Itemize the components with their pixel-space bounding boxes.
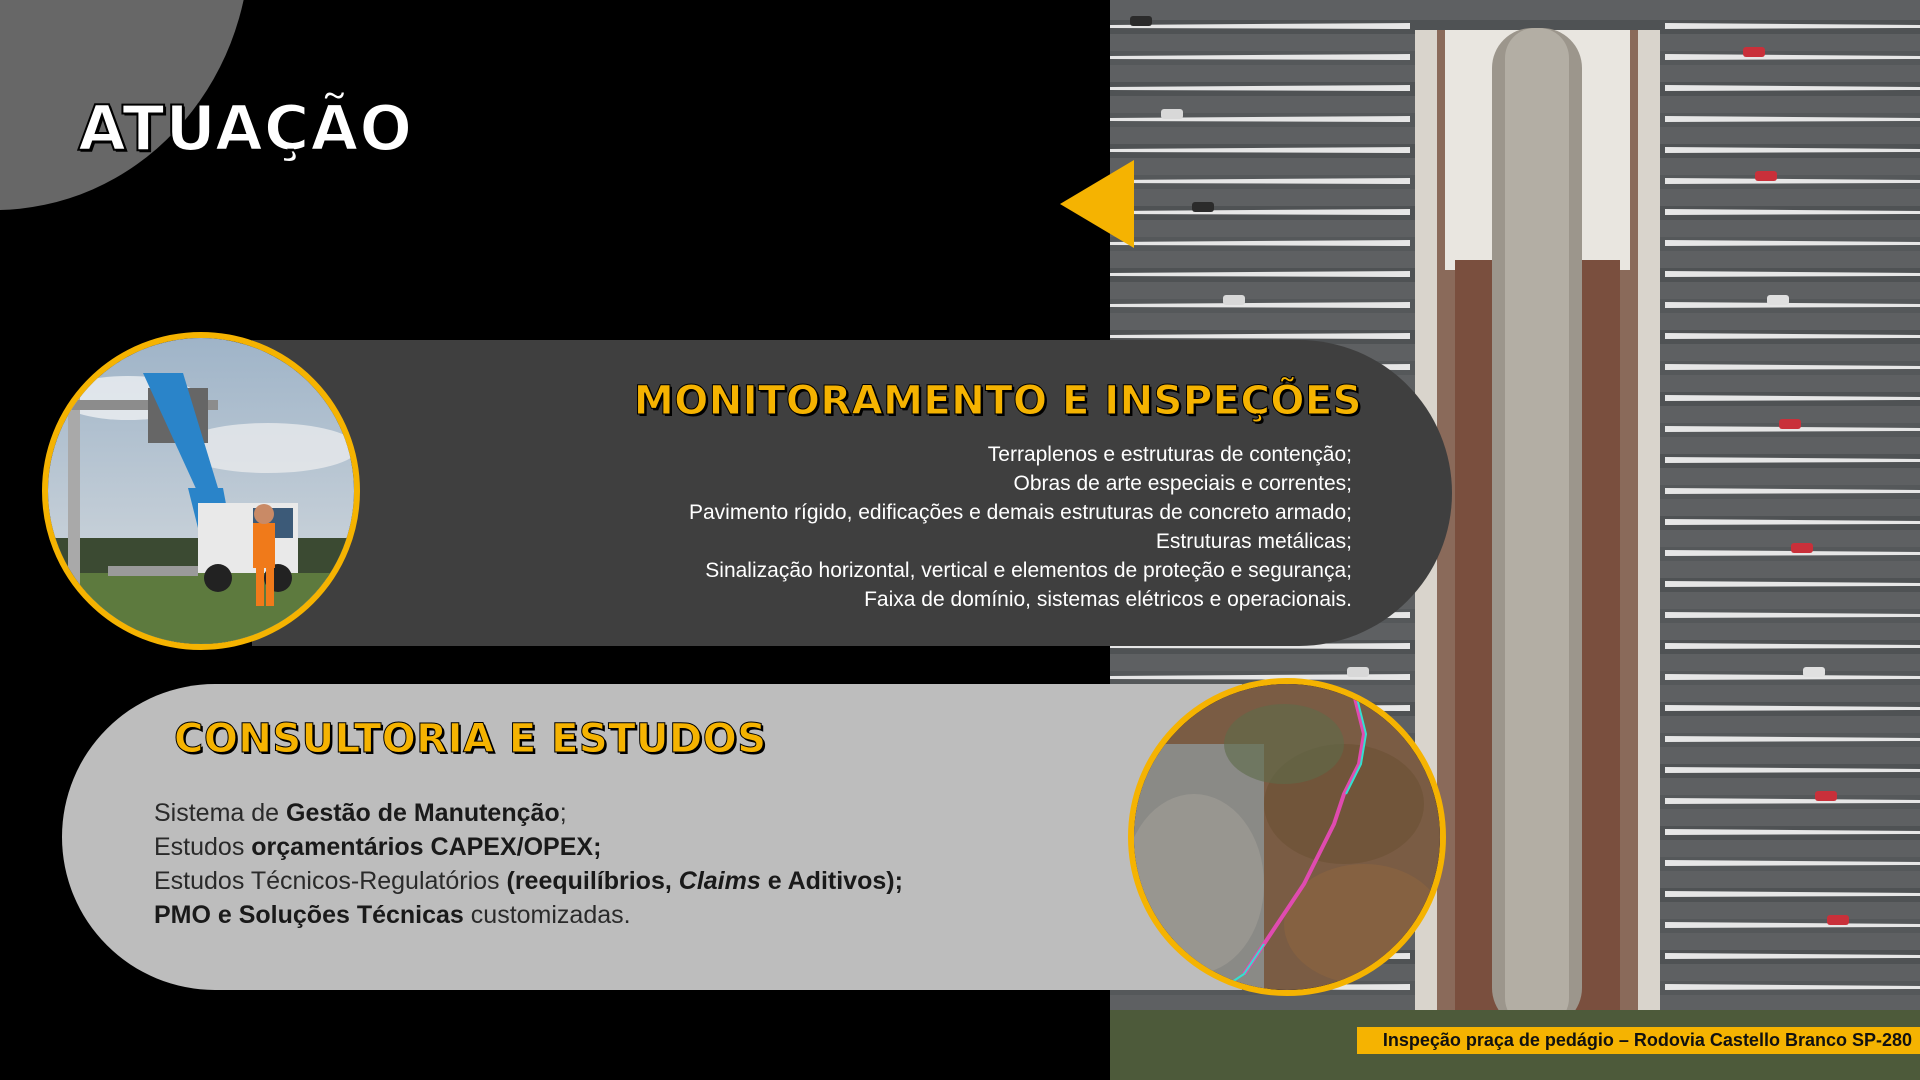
list-item bbox=[154, 830, 903, 864]
text-segment: Sistema de bbox=[154, 799, 287, 827]
consultoria-list bbox=[154, 796, 903, 932]
text-segment-bold: e Aditivos); bbox=[760, 867, 903, 895]
list-item: Estruturas metálicas; bbox=[1155, 530, 1352, 553]
satellite-map-photo bbox=[1128, 678, 1446, 996]
text-segment-bold: orçamentários CAPEX/OPEX; bbox=[251, 833, 602, 861]
list-item: Obras de arte especiais e correntes; bbox=[1013, 472, 1352, 495]
text-segment: Estudos Técnicos-Regulatórios bbox=[154, 867, 507, 895]
list-item: Terraplenos e estruturas de contenção; bbox=[987, 443, 1352, 466]
list-item: Sinalização horizontal, vertical e elementos de proteção e segurança; bbox=[705, 559, 1352, 582]
monitoramento-heading: MONITORAMENTO E INSPEÇÕES bbox=[633, 378, 1362, 424]
list-item bbox=[154, 796, 903, 830]
page-title: ATUAÇÃO bbox=[78, 92, 414, 165]
photo-caption: Inspeção praça de pedágio – Rodovia Castello Branco SP-280 bbox=[1357, 1027, 1920, 1054]
consultoria-band bbox=[62, 684, 1242, 990]
text-segment-italic: Claims bbox=[678, 867, 761, 895]
list-item bbox=[154, 864, 903, 898]
text-segment: customizadas. bbox=[463, 901, 631, 929]
text-segment: Estudos bbox=[154, 833, 252, 861]
pointer-arrow-icon bbox=[1060, 160, 1134, 248]
consultoria-heading: CONSULTORIA E ESTUDOS bbox=[174, 716, 767, 762]
monitoramento-list bbox=[689, 440, 1352, 614]
text-segment-bold: PMO e Soluções Técnicas bbox=[154, 901, 464, 929]
text-segment-bold: (reequilíbrios, bbox=[506, 867, 679, 895]
monitoramento-band bbox=[252, 340, 1452, 646]
text-segment: ; bbox=[559, 799, 567, 827]
list-item: Faixa de domínio, sistemas elétricos e operacionais. bbox=[864, 588, 1352, 611]
list-item: Pavimento rígido, edificações e demais estruturas de concreto armado; bbox=[688, 501, 1352, 524]
text-segment-bold: Gestão de Manutenção bbox=[286, 799, 560, 827]
list-item bbox=[154, 898, 903, 932]
inspection-crew-photo bbox=[42, 332, 360, 650]
